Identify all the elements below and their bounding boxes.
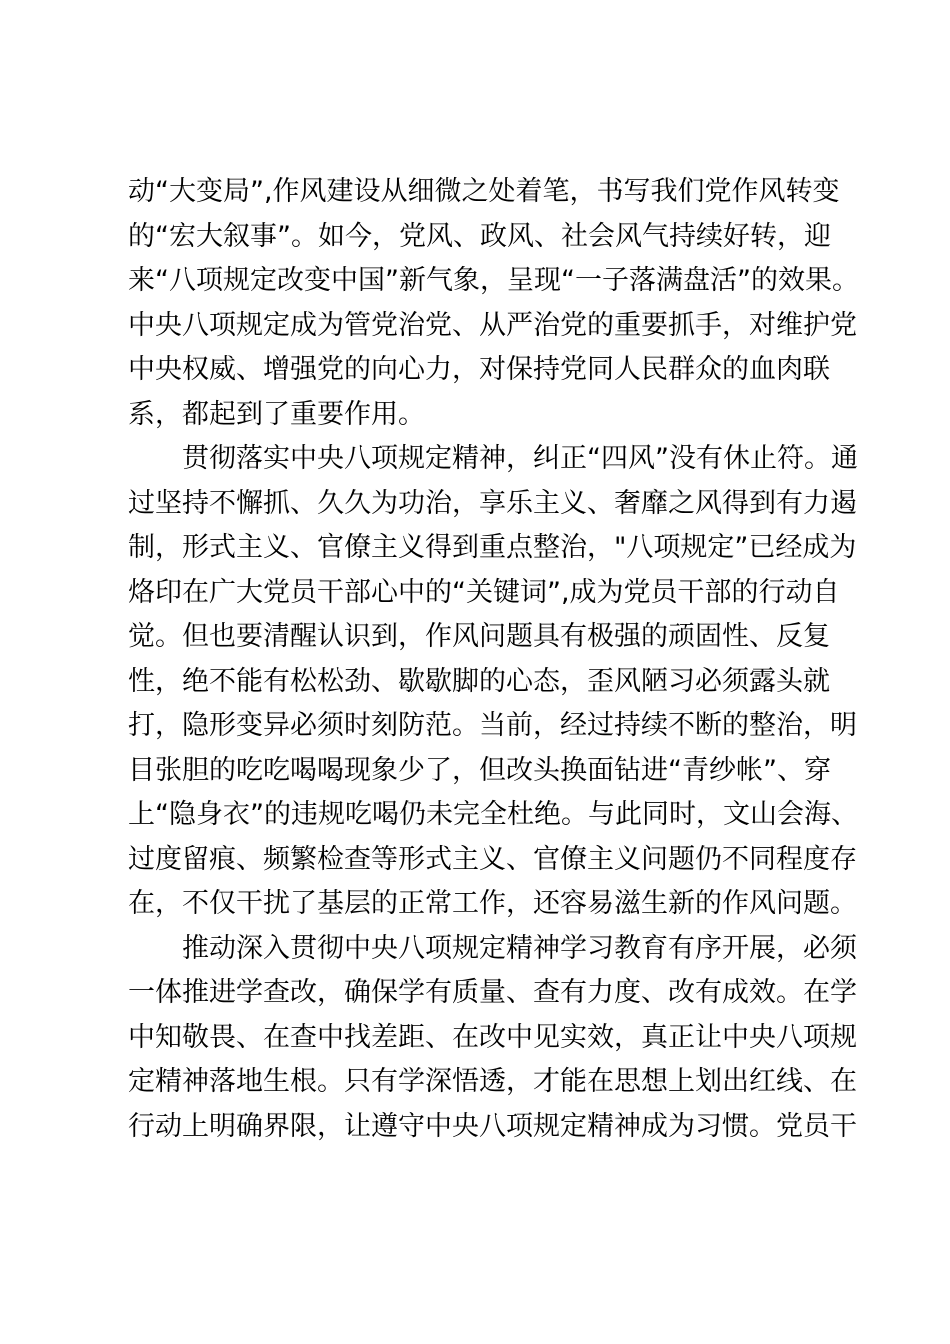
text-line: 定精神落地生根。只有学深悟透，才能在思想上划出红线、在 [128, 1066, 857, 1097]
text-line: 上“隐身衣”的违规吃喝仍未完全杜绝。与此同时，文山会海、 [128, 799, 858, 830]
text-line: 来“八项规定改变中国”新气象，呈现“一子落满盘活”的效果。 [128, 265, 859, 296]
text-line: 中知敬畏、在查中找差距、在改中见实效，真正让中央八项规 [128, 1021, 857, 1053]
text-line: 过坚持不懈抓、久久为功治，享乐主义、奢靡之风得到有力遏 [128, 487, 857, 519]
text-line: 觉。但也要清醒认识到，作风问题具有极强的顽固性、反复 [128, 621, 830, 652]
text-line: 打，隐形变异必须时刻防范。当前，经过持续不断的整治，明 [128, 710, 857, 741]
document-body [128, 170, 859, 1149]
text-line: 在，不仅干扰了基层的正常工作，还容易滋生新的作风问题。 [128, 888, 857, 919]
text-line: 推动深入贯彻中央八项规定精神学习教育有序开展，必须 [128, 932, 857, 964]
text-line: 的“宏大叙事”。如今，党风、政风、社会风气持续好转，迎 [128, 220, 831, 252]
text-line: 行动上明确界限，让遵守中央八项规定精神成为习惯。党员干 [128, 1110, 857, 1142]
text-line: 中央权威、增强党的向心力，对保持党同人民群众的血肉联 [128, 354, 830, 385]
text-line: 一体推进学查改，确保学有质量、查有力度、改有成效。在学 [128, 977, 857, 1008]
text-line: 目张胆的吃吃喝喝现象少了，但改头换面钻进“青纱帐”、穿 [128, 754, 831, 786]
text-line: 动“大变局”,作风建设从细微之处着笔，书写我们党作风转变 [128, 176, 840, 207]
text-line: 系，都起到了重要作用。 [128, 398, 425, 430]
text-line: 烙印在广大党员干部心中的“关键词”,成为党员干部的行动自 [128, 576, 840, 608]
text-line: 制，形式主义、官僚主义得到重点整治，"八项规定”已经成为 [128, 532, 857, 563]
text-line: 中央八项规定成为管党治党、从严治党的重要抓手，对维护党 [128, 309, 857, 341]
text-line: 性，绝不能有松松劲、歇歇脚的心态，歪风陋习必须露头就 [128, 665, 830, 697]
text-line: 过度留痕、频繁检查等形式主义、官僚主义问题仍不同程度存 [128, 843, 857, 875]
text-line: 贯彻落实中央八项规定精神，纠正“四风”没有休止符。通 [128, 443, 858, 474]
